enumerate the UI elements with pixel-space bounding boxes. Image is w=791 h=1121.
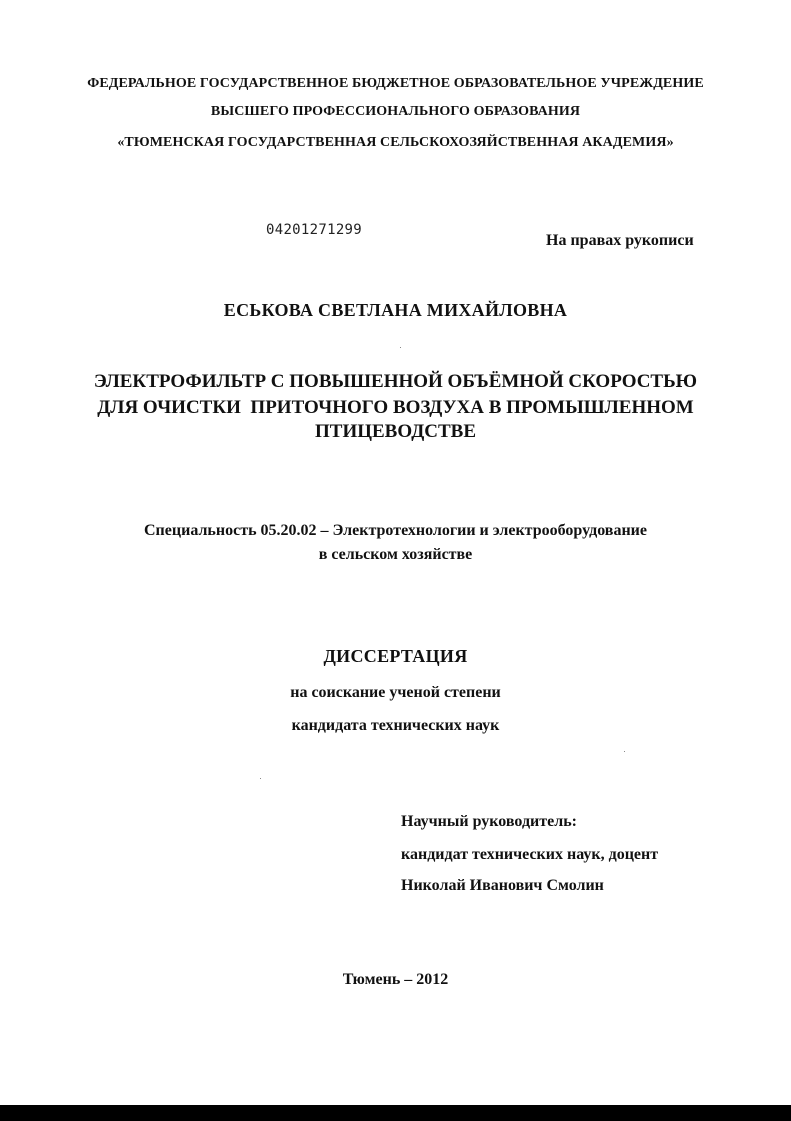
- scan-edge-bar: [0, 1105, 791, 1121]
- specialty-line-2: в сельском хозяйстве: [318, 546, 473, 563]
- scan-speck: [260, 778, 261, 779]
- author-name: ЕСЬКОВА СВЕТЛАНА МИХАЙЛОВНА: [223, 300, 568, 320]
- institution-line-1: ФЕДЕРАЛЬНОЕ ГОСУДАРСТВЕННОЕ БЮДЖЕТНОЕ ОБРАЗОВАТЕЛЬНОЕ УЧРЕЖДЕНИЕ: [87, 76, 704, 91]
- scan-speck: [400, 347, 401, 348]
- specialty-line-1: Специальность 05.20.02 – Электротехнологии и электрооборудование: [144, 522, 647, 539]
- title-line-1: ЭЛЕКТРОФИЛЬТР С ПОВЫШЕННОЙ ОБЪЁМНОЙ СКОРОСТЬЮ: [93, 371, 698, 392]
- institution-line-2: ВЫСШЕГО ПРОФЕССИОНАЛЬНОГО ОБРАЗОВАНИЯ: [210, 104, 581, 119]
- institution-line-3: «ТЮМЕНСКАЯ ГОСУДАРСТВЕННАЯ СЕЛЬСКОХОЗЯЙСТВЕННАЯ АКАДЕМИЯ»: [117, 135, 674, 150]
- work-type: ДИССЕРТАЦИЯ: [323, 646, 468, 666]
- scan-speck: [624, 751, 625, 752]
- rights-note: На правах рукописи: [546, 232, 694, 249]
- supervisor-degree: кандидат технических наук, доцент: [401, 846, 659, 863]
- title-line-2: ДЛЯ ОЧИСТКИ ПРИТОЧНОГО ВОЗДУХА В ПРОМЫШЛЕННОМ: [97, 397, 694, 418]
- title-line-3: ПТИЦЕВОДСТВЕ: [315, 421, 476, 442]
- document-number: 04201271299: [266, 222, 363, 238]
- degree-line-1: на соискание ученой степени: [290, 684, 501, 701]
- supervisor-name: Николай Иванович Смолин: [401, 877, 604, 894]
- place-year: Тюмень – 2012: [342, 971, 449, 988]
- degree-line-2: кандидата технических наук: [291, 717, 500, 734]
- supervisor-label: Научный руководитель:: [401, 813, 577, 830]
